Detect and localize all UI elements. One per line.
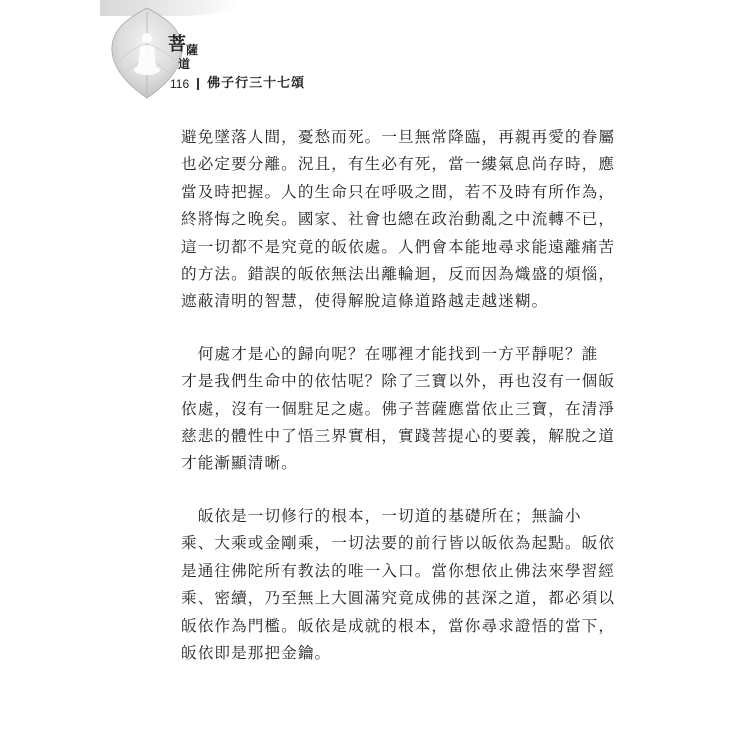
text-line: 才是我們生命中的依怙呢？除了三寶以外，再也沒有一個皈 — [181, 372, 616, 391]
running-head — [170, 75, 305, 93]
text-line: 何處才是心的歸向呢？在哪裡才能找到一方平靜呢？誰 — [181, 344, 599, 363]
text-line: 皈依即是那把金鑰。 — [181, 643, 332, 662]
paragraph — [181, 503, 616, 667]
brand-char: 道 — [178, 57, 191, 71]
text-line: 的方法。錯誤的皈依無法出離輪迴，反而因為熾盛的煩惱， — [181, 265, 616, 284]
paragraph — [181, 124, 616, 316]
text-line: 終將悔之晚矣。國家、社會也總在政治動亂之中流轉不已， — [181, 210, 616, 229]
brand-char: 薩 — [186, 43, 199, 57]
series-brand — [168, 36, 202, 76]
text-line: 遮蔽清明的智慧，使得解脫這條道路越走越迷糊。 — [181, 292, 549, 311]
book-title: 佛子行三十七頌 — [207, 76, 306, 91]
text-line: 皈依是一切修行的根本，一切道的基礎所在；無論小 — [181, 506, 582, 525]
body-text — [181, 124, 616, 667]
text-line: 慈悲的體性中了悟三界實相，實踐菩提心的要義，解脫之道 — [181, 427, 616, 446]
text-line: 乘、密續，乃至無上大圓滿究竟成佛的甚深之道，都必須以 — [181, 589, 616, 608]
text-line: 乘、大乘或金剛乘，一切法要的前行皆以皈依為起點。皈依 — [181, 534, 616, 553]
paragraph — [181, 341, 616, 478]
text-line: 依處，沒有一個駐足之處。佛子菩薩應當依止三寶，在清淨 — [181, 399, 616, 418]
text-line: 避免墜落人間，憂愁而死。一旦無常降臨，再親再愛的眷屬 — [181, 128, 616, 146]
page-number: 116 — [170, 77, 190, 91]
header-divider — [197, 78, 199, 90]
text-line: 當及時把握。人的生命只在呼吸之間，若不及時有所作為， — [181, 182, 616, 201]
brand-char: 菩 — [168, 34, 186, 55]
text-line: 皈依作為門檻。皈依是成就的根本，當你尋求證悟的當下， — [181, 616, 616, 635]
text-line: 這一切都不是究竟的皈依處。人們會本能地尋求能遠離痛苦 — [181, 237, 616, 256]
text-line: 才能漸顯清晰。 — [181, 454, 298, 473]
text-line: 也必定要分離。況且，有生必有死，當一縷氣息尚存時，應 — [181, 155, 616, 174]
text-line: 是通往佛陀所有教法的唯一入口。當你想依止佛法來學習經 — [181, 561, 616, 580]
